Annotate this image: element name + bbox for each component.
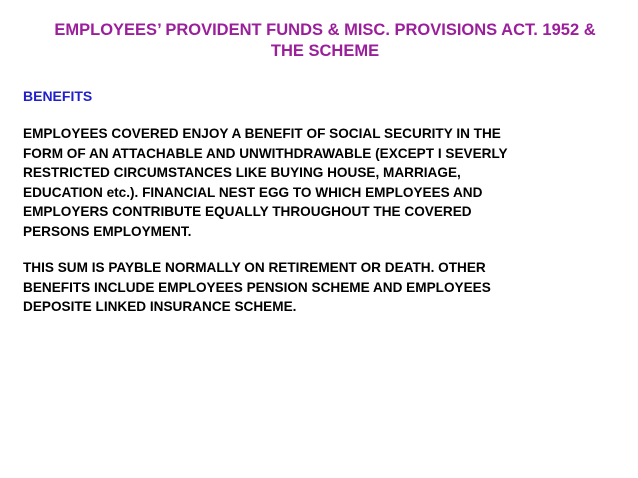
section-heading: BENEFITS [23, 88, 93, 104]
paragraph-line: EMPLOYERS CONTRIBUTE EQUALLY THROUGHOUT THE COVERED [23, 204, 472, 219]
slide-title-line-1: EMPLOYEES’ PROVIDENT FUNDS & MISC. PROVISIONS ACT. 1952 & [54, 21, 596, 39]
paragraph-benefits [23, 124, 623, 241]
paragraph-line: DEPOSITE LINKED INSURANCE SCHEME. [23, 299, 297, 314]
paragraph-line: EDUCATION etc.). FINANCIAL NEST EGG TO WHICH EMPLOYEES AND [23, 184, 483, 200]
paragraph-line: THIS SUM IS PAYBLE NORMALLY ON RETIREMENT OR DEATH. OTHER [23, 260, 486, 275]
slide-title [20, 20, 630, 62]
paragraph-line: BENEFITS INCLUDE EMPLOYEES PENSION SCHEME AND EMPLOYEES [23, 279, 491, 295]
paragraph-payment [23, 258, 623, 317]
paragraph-line: PERSONS EMPLOYMENT. [23, 223, 192, 239]
paragraph-line: EMPLOYEES COVERED ENJOY A BENEFIT OF SOCIAL SECURITY IN THE [23, 126, 501, 141]
paragraph-line: RESTRICTED CIRCUMSTANCES LIKE BUYING HOUSE, MARRIAGE, [23, 165, 461, 180]
paragraph-line: FORM OF AN ATTACHABLE AND UNWITHDRAWABLE (EXCEPT I SEVERLY [23, 145, 508, 161]
slide-title-line-2: THE SCHEME [270, 42, 380, 60]
